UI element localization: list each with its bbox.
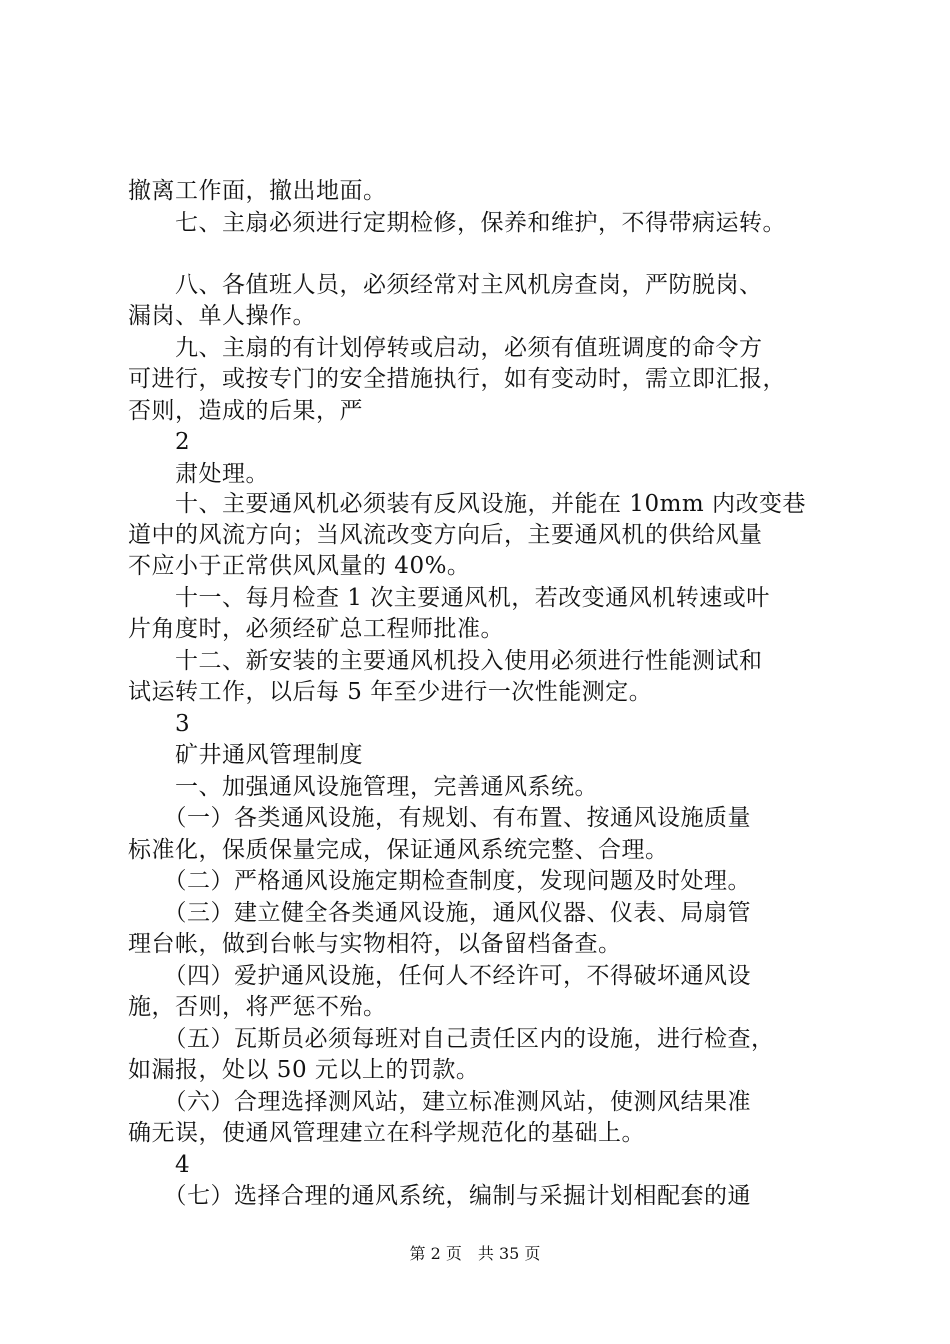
text-line: 试运转工作，以后每 5 年至少进行一次性能测定。	[128, 679, 653, 705]
text-line: 标准化，保质保量完成，保证通风系统完整、合理。	[128, 837, 669, 863]
page-number-marker: 4	[128, 1152, 191, 1178]
text-line: 肃处理。	[128, 461, 269, 487]
page-footer: 第 2 页 共 35 页	[409, 1244, 541, 1263]
text-line: （三）建立健全各类通风设施，通风仪器、仪表、局扇管	[128, 900, 751, 926]
text-line: 不应小于正常供风风量的 40%。	[128, 553, 471, 579]
text-line: （四）爱护通风设施，任何人不经许可，不得破坏通风设	[128, 963, 751, 989]
text-line: 否则，造成的后果，严	[128, 398, 363, 424]
text-line: 理台帐，做到台帐与实物相符，以备留档备查。	[128, 931, 622, 957]
text-line: 确无误，使通风管理建立在科学规范化的基础上。	[128, 1120, 645, 1146]
text-line: 可进行，或按专门的安全措施执行，如有变动时，需立即汇报，	[128, 366, 786, 392]
text-line: 九、主扇的有计划停转或启动，必须有值班调度的命令方	[128, 335, 763, 361]
text-line: 漏岗、单人操作。	[128, 303, 316, 329]
text-line: 施，否则，将严惩不殆。	[128, 994, 387, 1020]
page-number-marker: 2	[128, 429, 191, 455]
text-line: 十一、每月检查 1 次主要通风机，若改变通风机转速或叶	[128, 585, 770, 611]
text-line: （一）各类通风设施，有规划、有布置、按通风设施质量	[128, 805, 751, 831]
text-line: （五）瓦斯员必须每班对自己责任区内的设施，进行检查，	[128, 1026, 775, 1052]
text-line: （六）合理选择测风站，建立标准测风站，使测风结果准	[128, 1089, 751, 1115]
text-line: 十、主要通风机必须装有反风设施，并能在 10mm 内改变巷	[128, 491, 807, 517]
text-line: （七）选择合理的通风系统，编制与采掘计划相配套的通	[128, 1183, 751, 1209]
text-line: 道中的风流方向；当风流改变方向后，主要通风机的供给风量	[128, 522, 763, 548]
page-number-marker: 3	[128, 711, 191, 737]
text-line: 七、主扇必须进行定期检修，保养和维护，不得带病运转。	[128, 210, 786, 236]
text-line: 撤离工作面，撤出地面。	[128, 178, 387, 204]
text-line: 十二、新安装的主要通风机投入使用必须进行性能测试和	[128, 648, 763, 674]
text-line: （二）严格通风设施定期检查制度，发现问题及时处理。	[128, 868, 751, 894]
text-line: 一、加强通风设施管理，完善通风系统。	[128, 774, 598, 800]
text-line: 片角度时，必须经矿总工程师批准。	[128, 616, 504, 642]
section-heading: 矿井通风管理制度	[128, 742, 363, 768]
text-line: 如漏报，处以 50 元以上的罚款。	[128, 1057, 480, 1083]
text-line: 八、各值班人员，必须经常对主风机房查岗，严防脱岗、	[128, 272, 763, 298]
